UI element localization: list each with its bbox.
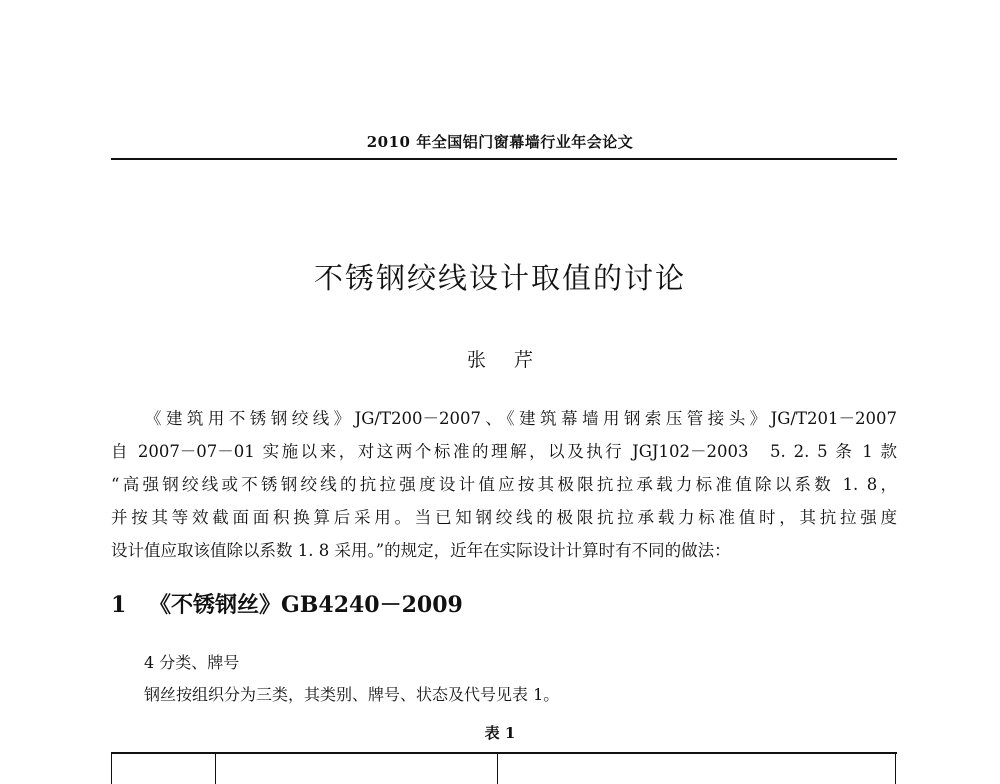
running-header: 2010 年全国铝门窗幕墙行业年会论文 [366,133,634,151]
paragraph-line: 并按其等效截面面积换算后采用。当已知钢绞线的极限抗拉承载力标准值时，其抗拉强度 [111,508,897,527]
author-name [0,345,1000,372]
paragraph-line: 《建筑用不锈钢绞线》JG/T200－2007、《建筑幕墙用钢索压管接头》JG/T201－2007 [145,409,897,428]
paragraph-line: “高强钢绞线或不锈钢绞线的抗拉强度设计值应按其极限抗拉承载力标准值除以系数 1. 8， [111,475,897,494]
article-title: 不锈钢绞线设计取值的讨论 [313,261,686,295]
table-caption: 表 1 [484,724,516,742]
header-divider [111,158,897,160]
table-border-right [895,754,896,784]
table-border-left [111,754,112,784]
section-number: 1 [111,592,127,618]
paragraph-line: 自 2007－07－01 实施以来，对这两个标准的理解，以及执行 JGJ102－2003 5. 2. 5 条 1 款 [111,442,897,461]
table-column-divider [215,754,216,784]
section-title: 《不锈钢丝》GB4240－2009 [149,592,463,618]
intro-paragraph [111,402,897,567]
subsection-heading: 4 分类、牌号 [144,653,240,672]
author-char: 张 [466,349,486,371]
paragraph-line: 设计值应取该值除以系数 1. 8 采用。”的规定，近年在实际设计计算时有不同的做法： [111,541,731,560]
section-body-text: 钢丝按组织分为三类，其类别、牌号、状态及代号见表 1。 [144,685,560,704]
section-heading [111,588,463,619]
table-column-divider [497,754,498,784]
table-1 [111,752,897,784]
author-char: 芹 [514,349,534,371]
